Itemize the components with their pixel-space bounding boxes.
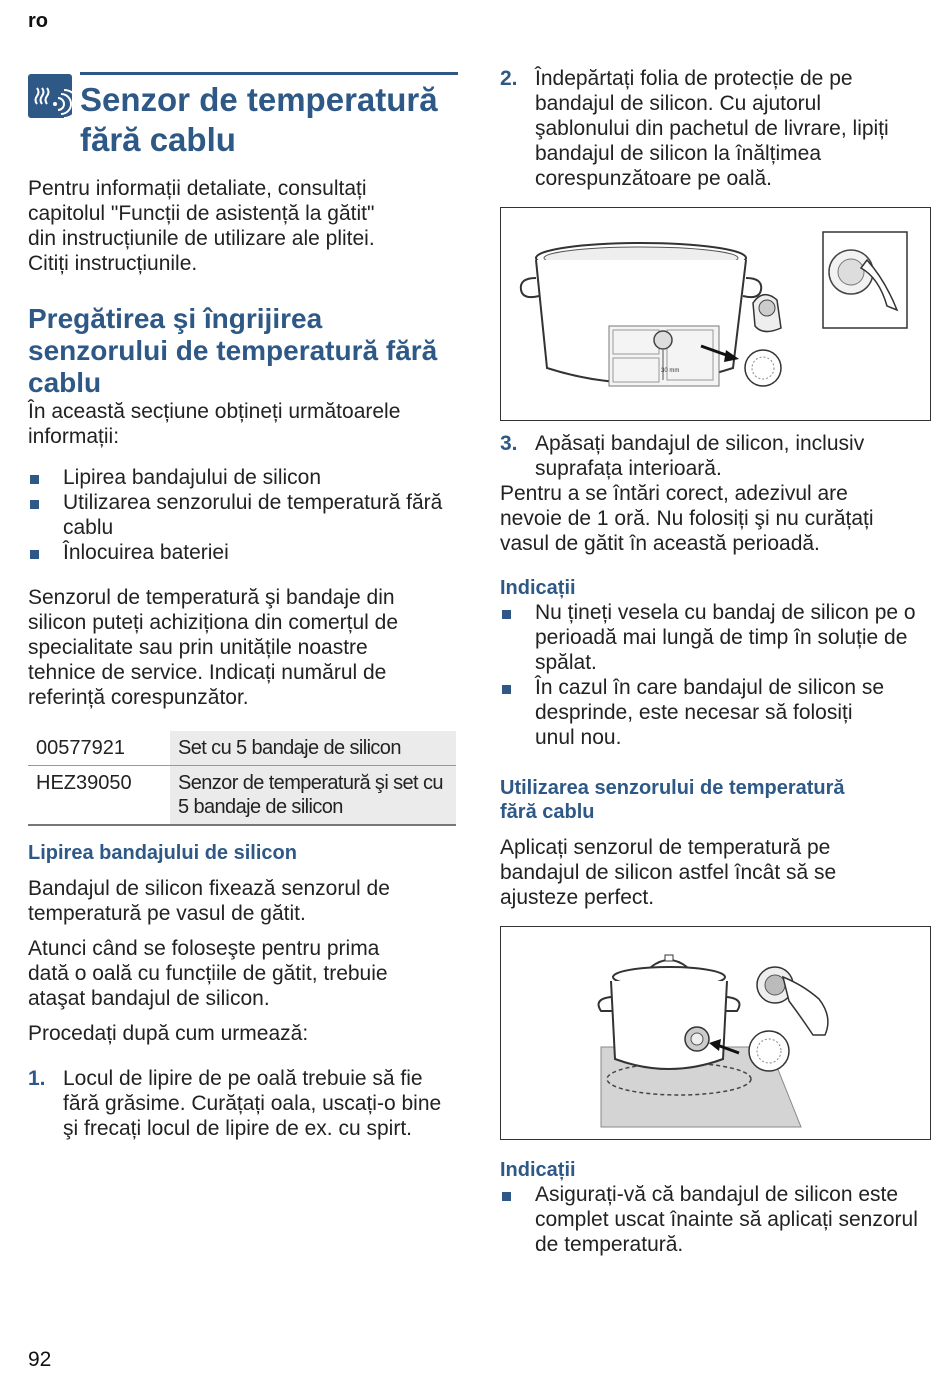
table-cell-code: HEZ39050: [28, 766, 170, 826]
section-heading-line: senzorului de temperatură fără: [28, 335, 438, 366]
list-item: Înlocuirea bateriei: [28, 540, 456, 565]
language-code: ro: [28, 10, 48, 32]
table-cell-description: Set cu 5 bandaje de silicon: [170, 731, 456, 766]
list-item: Utilizarea senzorului de temperatură fără cablu: [28, 490, 453, 540]
gluing-paragraph-1: [28, 876, 456, 926]
step-number: 1.: [28, 1067, 46, 1090]
gluing-line: ataşat bandajul de silicon.: [28, 987, 270, 1010]
page-number: 92: [28, 1348, 52, 1371]
purchase-line: silicon puteți achiziționa din comerțul de: [28, 611, 399, 634]
usage-line: Aplicați senzorul de temperatură pe: [500, 836, 831, 859]
usage-line: ajusteze perfect.: [500, 886, 655, 909]
step-text: Locul de lipire de pe oală trebuie să fie fără grăsime. Curățați oala, uscați-o bine şi frecați locul de lipire de ex. cu spirt.: [63, 1067, 442, 1140]
table-cell-description: Senzor de temperatură şi set cu 5 bandaje de silicon: [170, 766, 456, 826]
intro-line: Pentru informații detaliate, consultați: [28, 177, 367, 200]
usage-paragraph: [500, 835, 932, 910]
purchase-line: specialitate sau prin unitățile noastre: [28, 636, 368, 659]
intro-line: Citiți instrucțiunile.: [28, 252, 198, 275]
purchase-line: tehnice de service. Indicați numărul de: [28, 661, 387, 684]
list-item: Lipirea bandajului de silicon: [28, 465, 456, 490]
section-heading-line: cablu: [28, 367, 102, 398]
gluing-line: Bandajul de silicon fixează senzorul de: [28, 877, 390, 900]
purchase-line: referință corespunzător.: [28, 686, 249, 709]
notes-list: [500, 1182, 932, 1257]
page-title-line2: fără cablu: [80, 121, 236, 158]
usage-heading: [500, 776, 932, 824]
steps-list-part2: [500, 66, 932, 191]
figure-attach-sensor: [500, 926, 931, 1140]
steps-list-part3: [500, 431, 932, 481]
cure-line: vasul de gătit în această perioadă.: [500, 532, 820, 555]
cure-paragraph: [500, 481, 932, 556]
gluing-paragraph-3: Procedați după cum urmează:: [28, 1022, 309, 1045]
section-heading: [28, 303, 456, 399]
usage-line: bandajul de silicon astfel încât să se: [500, 861, 837, 884]
section-lead-line: informații:: [28, 425, 120, 448]
step-item: [500, 66, 919, 191]
usage-heading-line: Utilizarea senzorului de temperatură: [500, 777, 845, 799]
intro-paragraph: [28, 176, 456, 276]
notes-heading: Indicații: [500, 1159, 576, 1181]
list-item: Asigurați-vă că bandajul de silicon este complet uscat înainte să aplicați senzorul de temperatură.: [500, 1182, 935, 1257]
title-rule: [80, 72, 458, 75]
accessories-table: [28, 731, 456, 826]
section-lead-line: În această secțiune obțineți următoarele: [28, 400, 401, 423]
step-item: [500, 431, 935, 481]
left-column: [28, 70, 456, 1141]
figure-measure-label: 30 mm: [661, 368, 680, 374]
step-item: [28, 1066, 453, 1141]
purchase-line: Senzorul de temperatură şi bandaje din: [28, 586, 395, 609]
gluing-line: Atunci când se foloseşte pentru prima: [28, 937, 380, 960]
section-lead: [28, 399, 456, 449]
table-row: [28, 766, 456, 826]
usage-heading-line: fără cablu: [500, 801, 595, 823]
wireless-sensor-icon: [28, 74, 72, 118]
step-text: Îndepărtați folia de protecție de pe bandajul de silicon. Cu ajutorul şablonului din pachetul de livrare, lipiți bandajul de silicon la înălțimea corespunzătoare pe oală.: [535, 67, 889, 190]
notes-heading: Indicații: [500, 577, 576, 599]
page-title-line1: Senzor de temperatură: [80, 81, 438, 118]
step-text: Apăsați bandajul de silicon, inclusiv suprafața interioară.: [535, 432, 865, 480]
table-cell-code: 00577921: [28, 731, 170, 766]
table-row: [28, 731, 456, 766]
section-heading-line: Pregătirea şi îngrijirea: [28, 303, 323, 334]
list-item: În cazul în care bandajul de silicon se desprinde, este necesar să folosiți unul nou.: [500, 675, 895, 750]
list-item: Nu țineți vesela cu bandaj de silicon pe o perioadă mai lungă de timp în soluție de spălat.: [500, 600, 925, 675]
steps-list-part1: [28, 1066, 456, 1141]
gluing-paragraph-2: [28, 936, 456, 1011]
gluing-line: dată o oală cu funcțiile de gătit, trebuie: [28, 962, 388, 985]
cure-line: nevoie de 1 oră. Nu folosiți şi nu curățați: [500, 507, 874, 530]
figure-apply-silicon-band: [500, 207, 931, 421]
intro-line: capitolul "Funcții de asistență la gătit": [28, 202, 375, 225]
topics-list: [28, 465, 456, 565]
notes-list: [500, 600, 932, 750]
title-block: [28, 70, 456, 162]
gluing-line: temperatură pe vasul de gătit.: [28, 902, 306, 925]
step-number: 2.: [500, 67, 518, 90]
intro-line: din instrucțiunile de utilizare ale plitei.: [28, 227, 375, 250]
page-title: [80, 80, 438, 160]
purchase-paragraph: [28, 585, 456, 710]
right-column: [500, 66, 932, 1257]
cure-line: Pentru a se întări corect, adezivul are: [500, 482, 848, 505]
gluing-heading: Lipirea bandajului de silicon: [28, 842, 297, 864]
step-number: 3.: [500, 432, 518, 455]
